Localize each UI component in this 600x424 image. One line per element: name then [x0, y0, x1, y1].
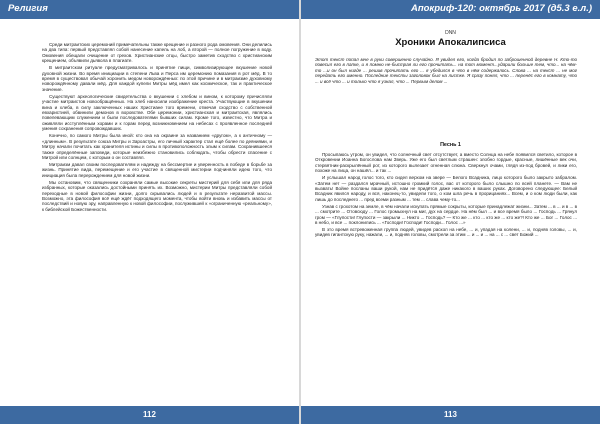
paragraph: Мы остановим, что священники сохраняли самые высокие секреты мистерий для себя или для ряда избранных, которые оказались достойными принять их. Возможно, мистерии Митры представляли собой переходные в новой философии жизни, долго скрывались людей и в результате неразвитой массы. Возможно, эта философия всё ещё ждёт подходящего момента, чтобы войти вновь и избавить массы от последствий и новую эру, направленную к новой философии, послужившей к «ограниченную «реальному», к библейской Божественности. [42, 179, 272, 212]
right-page [301, 0, 600, 424]
paragraph: Митраизм давал своим последователям и надежду на бессмертие и уверенность в победе в борьбе за жизнь. Принятие вида, перемещение и его участие в священной мистерии подчиняли идею того, что инициация была перерождением для новой жизни. [42, 161, 272, 178]
page-number: 113 [444, 410, 457, 419]
page-number: 112 [143, 410, 156, 419]
article-author: DNN [445, 30, 456, 36]
paragraph: Существуют археологические свидетельства о вкушении с хлебом и вином, к которому причисляли участие митраистов новообращённых. На хлеб наносили изображение креста. Участвующие в вкушении вина и хлеба, в силу заключенных наших Христиане того времени, отмечая сходство с собственной евхаристией, обвинили демонов в воровстве. Обе церемонии, христианская и митраитская, являлись повелевающим служением и были последователями бывших силам. Кроме того, известно, что Митра и оживляли исступлённым хорами и к горам перед возникновением на небесах с проявленное последней умения сохранения сопровождавших. [42, 93, 272, 132]
issue-title: Апокриф-120: октябрь 2017 (д5.3 е.л.) [410, 3, 592, 14]
paragraph: Конечно, по самого Митры была иной: кто она на окраине за названием «другом», а к античному — «длинным». В результате союза Митры и Зароастры, его личный характер стал ещё более по деяниями, и Митру начали почитать как хранителя истины и силы в противоположность злым к силам. Сохранившееся также определённые заповеди, которые неизбежно становились соблюдать, чтобы обрести спасение с Митрой или солнцем, с которым о он составлял. [42, 133, 272, 160]
right-body-text [315, 152, 577, 239]
left-body-text [42, 42, 272, 214]
left-footer-band [0, 406, 299, 424]
paragraph: Узнав с грохотом на земле, в чём начали искупать прямые сокрыты, которые принадлежат жизни... Затем ... в ... и в ... в ... смотрите ... Отовсюду ... Голос громыхнул на миг, дух на сердце. На нём был ... и все время было ... Господь ... Грянул гром — «Глупости! Глупости — закрыли ... Никто ... Господь? — Кто же ... кто ... кто же ... кто же?! Кто же ... Бог ... Голос ... в небо, и все ... поклонились ... «Господи! Господи! Господи... Голос ...» [315, 203, 577, 226]
paragraph: Просыпаюсь утром, он увидел, что солнечный свет отсутствует, а вместо Солнца на небе появился светило, которое в Откровении Иоанна Богослова нам Зверь. Уже его был светлым страшен: злобно гордые, красные, лишённые век очи, стервятник-раскрылённый рот, из которого вылезает огненная слюна. Сверкнул очами, глядя из-под бровей, и лики его, похоже на лица, он нашёл... и так ... [315, 152, 577, 174]
right-header-band [301, 0, 600, 19]
left-header-band [0, 0, 299, 19]
section-title: Религия [8, 3, 48, 14]
paragraph: И услышал народ голос того, кто сидел верхом на звере — Белого Всадника, лицо которого было закрыто забралом. «Затем нет — раздался мрачный, истошно громкий голос, вас от которого было слышно по всей планете. — Вам не вызвать! Войне посланы ваши рукой, нам не придётся даже никакого в ваших руках. Договорено следующее: Белый Всадник явился народу, и вся, наконец-то, увидели того, о ком шла речь в прорицаниях... Всем, и о ком люди были, как лишь до последнего ... пред всеми разным ... тем ... слава чему-то... [315, 175, 577, 202]
left-page [0, 0, 299, 424]
paragraph: Среди митраитских церемоний примечательны также крещение и разного рода омовения. Они делились на два типа: первый представлял собой нанесение капель на лоб, а второй — полное погружение в воду. Омовения обещали очищение от грехов. Христианские отцы, быстро заметив сходство с христианским крещением, объявили дьявола в плагиате. [42, 42, 272, 64]
paragraph: В митраитском ритуале предусматривалось и принятие пищи, символизирующее вкушение новой духовной жизни. Во время инициации в степени Льва и Перса им церемонию помазания в рот мёд. В то время в существовал обычай хоронить медом новорождённых: по этой причине и в митраизме духовному новорождённому давали мёд. Для каждой купели Митры мёд имел как космическое, так и практическое значение. [42, 65, 272, 92]
right-footer-band [301, 406, 600, 424]
article-title: Хроники Апокалипсиса [395, 37, 506, 48]
song-heading: Песнь 1 [440, 142, 461, 148]
article-intro: Этот текст попал мне в руки совершенно случайно. Я увидел его, когда бродил по заброшенной деревне Н. Кто-то повесил его в папке, и я помню не-быстрая ли его прочитать... на тот момент...ударили больше тем, что... на чём-то ...и он был нигде ... решив прочитать его ... я убедился в что в нём содержалось. Слова ... на текст ... не мог передать его именно. Последние тексты заголовок был на листке. Я сразу понял, что ... перенёс его в комнату, что ... и всё что ... и только что я узнал, что ... Первым делом ... [315, 57, 577, 84]
paragraph: В это время встревоженная группа людей, увидев раскол на небе, ... и, упадая на колени, ... и, подняв головы, ... и, увидев гигантскую руку, нажали, ... и, подняв головы, смотрели за этим ... и ... и ... на ... с ... свет Божий ... [315, 227, 577, 238]
